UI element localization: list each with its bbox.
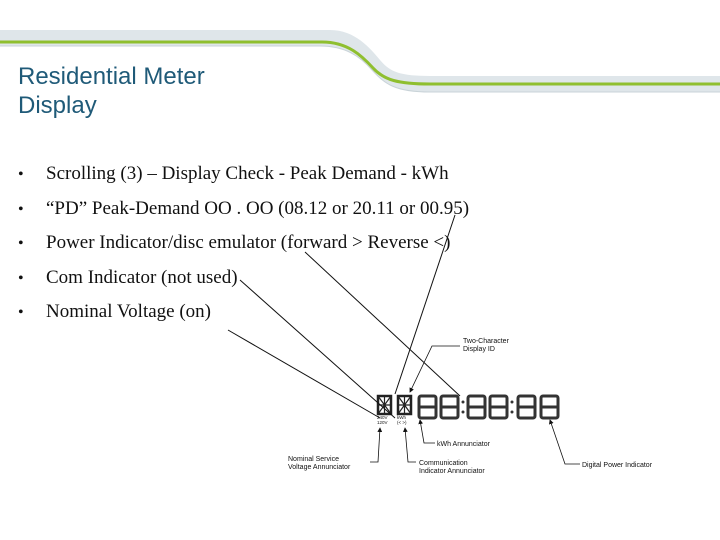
bullet-dot-icon: • [18, 235, 24, 252]
power-arrows-label: (< >) [397, 420, 407, 425]
callout-comm-line1: Communication [419, 460, 468, 467]
bullet-pointer-lines [228, 215, 460, 418]
pointer-line-com [240, 280, 395, 418]
seven-segment-digit [419, 396, 436, 418]
callout-nominal-line2: Voltage Annunciator [288, 464, 351, 471]
kwh-small-label: kWh [397, 415, 406, 420]
colon-separator [511, 401, 514, 414]
leader-power [550, 420, 580, 464]
bullet-dot-icon: • [18, 304, 24, 321]
callout-power: Digital Power Indicator [582, 462, 653, 469]
display-id-digit [398, 396, 411, 414]
pointer-line-peak-demand [395, 215, 455, 394]
callout-comm-line2: Indicator Annunciator [419, 468, 485, 475]
lcd-display [377, 396, 558, 425]
bullet-text: Scrolling (3) – Display Check - Peak Demand - kWh [46, 163, 449, 184]
seven-segment-digit [441, 396, 458, 418]
voltage-label-240: 240V [377, 415, 388, 420]
seven-segment-digit [490, 396, 507, 418]
voltage-label-120: 120V [377, 420, 388, 425]
title-line-2: Display [18, 92, 97, 119]
bullet-text: “PD” Peak-Demand OO . OO (08.12 or 20.11 or 00.95) [46, 197, 470, 219]
bullet-text: Com Indicator (not used) [46, 266, 238, 288]
leader-comm [405, 428, 416, 462]
bullet-dot-icon: • [18, 269, 24, 287]
seven-segment-digit [518, 396, 535, 418]
leader-nominal [370, 428, 380, 462]
callout-kwh: kWh Annunciator [437, 441, 490, 448]
bullet-text: Nominal Voltage (on) [46, 301, 211, 322]
colon-separator [462, 401, 465, 414]
bullet-dot-icon: • [18, 200, 24, 218]
pointer-line-power-indicator [305, 252, 460, 396]
leader-display-id [410, 346, 460, 392]
seven-segment-digit [468, 396, 485, 418]
leader-kwh [420, 420, 435, 443]
callout-nominal-line1: Nominal Service [288, 456, 339, 463]
bullet-text: Power Indicator/disc emulator (forward > Reverse <) [46, 232, 451, 253]
seven-segment-digit [541, 396, 558, 418]
bullet-dot-icon: • [18, 166, 24, 183]
title-line-1: Residential Meter [18, 63, 205, 90]
callout-display-id-line2: Display ID [463, 346, 495, 353]
pointer-line-nominal-voltage [228, 330, 380, 418]
callout-display-id-line1: Two-Character [463, 338, 509, 345]
